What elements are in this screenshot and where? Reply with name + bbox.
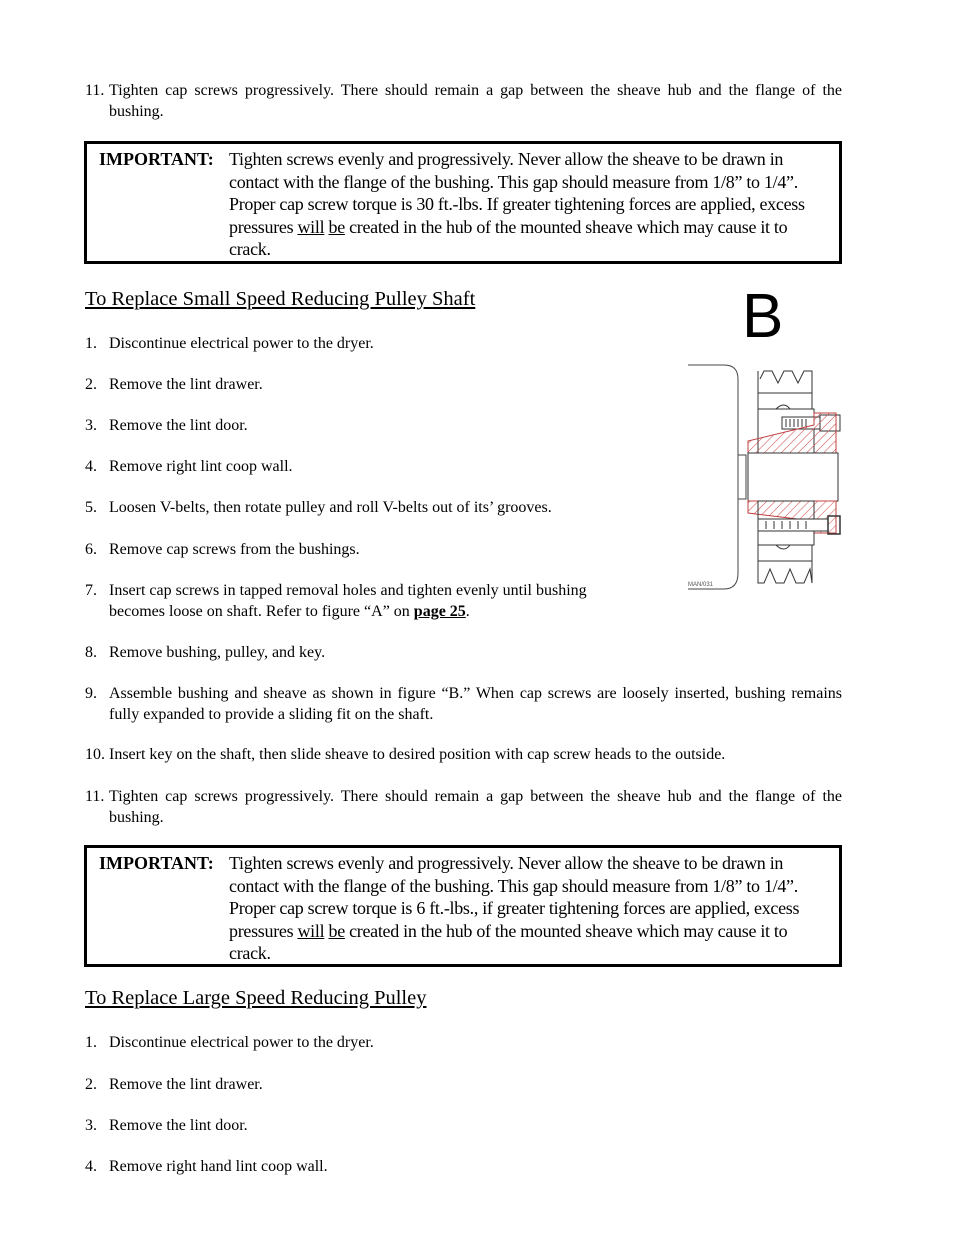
list-item: 6. Remove cap screws from the bushings. [85, 541, 360, 558]
list-item: 8. Remove bushing, pulley, and key. [85, 644, 326, 661]
step-number: 11. [85, 82, 105, 99]
important-label: IMPORTANT: [99, 853, 214, 873]
list-item: 1. Discontinue electrical power to the dryer. [85, 1034, 374, 1051]
step-text: Tighten cap screws progressively. There should remain a gap between the sheave hub and the flange of the bushing. [109, 82, 842, 120]
sheave-lower [758, 545, 812, 561]
important-box-2 [84, 845, 842, 967]
housing-outline [688, 365, 738, 589]
section-heading-large-pulley: To Replace Large Speed Reducing Pulley [85, 987, 427, 1009]
figure-letter: B [742, 282, 784, 351]
step-11-top [85, 81, 842, 122]
important-label: IMPORTANT: [99, 149, 214, 169]
list-item: 7. Insert cap screws in tapped removal holes and tighten evenly until bushing becomes loose on shaft. Refer to figure “A” on page 25. [85, 582, 587, 620]
list-item: 4. Remove right hand lint coop wall. [85, 1158, 328, 1175]
list-item: 5. Loosen V-belts, then rotate pulley and roll V-belts out of its’ grooves. [85, 499, 552, 516]
v-grooves-top [758, 371, 812, 393]
figure-b [686, 282, 846, 597]
v-grooves-bottom [758, 561, 812, 583]
list-item: 1. Discontinue electrical power to the dryer. [85, 335, 374, 352]
important-text: Tighten screws evenly and progressively. Never allow the sheave to be drawn in contact with the flange of the bushing. This gap should measure from 1/8” to 1/4”. Proper cap screw torque is 6 ft.-lbs., if greater tightening forces are applied, excess pressures will be created in the hub of the mounted sheave which may cause it to crack. [229, 853, 800, 963]
list-item: 11. Tighten cap screws progressively. There should remain a gap between the sheave hub and the flange of the bushing. [85, 788, 842, 826]
list-item: 9. Assemble bushing and sheave as shown in figure “B.” When cap screws are loosely inserted, bushing remains fully expanded to provide a sliding fit on the shaft. [85, 685, 842, 723]
page-25-link[interactable]: page 25 [413, 602, 466, 620]
list-item: 2. Remove the lint drawer. [85, 1076, 263, 1093]
list-item: 3. Remove the lint door. [85, 417, 248, 434]
figure-code: MAN/031 [688, 582, 714, 588]
important-text: Tighten screws evenly and progressively. Never allow the sheave to be drawn in contact with the flange of the bushing. This gap should measure from 1/8” to 1/4”. Proper cap screw torque is 30 ft.-lbs. If greater tightening forces are applied, excess pressures will be created in the hub of the mounted sheave which may cause it to crack. [229, 149, 805, 259]
bore [748, 453, 838, 501]
sheave-bushing-diagram [686, 361, 846, 595]
section-heading-small-pulley: To Replace Small Speed Reducing Pulley Shaft [85, 288, 476, 310]
list-item: 3. Remove the lint door. [85, 1117, 248, 1134]
sheave-upper [758, 393, 812, 409]
list-item: 10. Insert key on the shaft, then slide sheave to desired position with cap screw heads to the outside. [85, 746, 726, 763]
shaft-stub [738, 455, 746, 499]
list-item: 4. Remove right lint coop wall. [85, 458, 293, 475]
important-box-1 [84, 141, 842, 264]
list-item: 2. Remove the lint drawer. [85, 376, 263, 393]
cap-screw-lower [758, 519, 828, 531]
